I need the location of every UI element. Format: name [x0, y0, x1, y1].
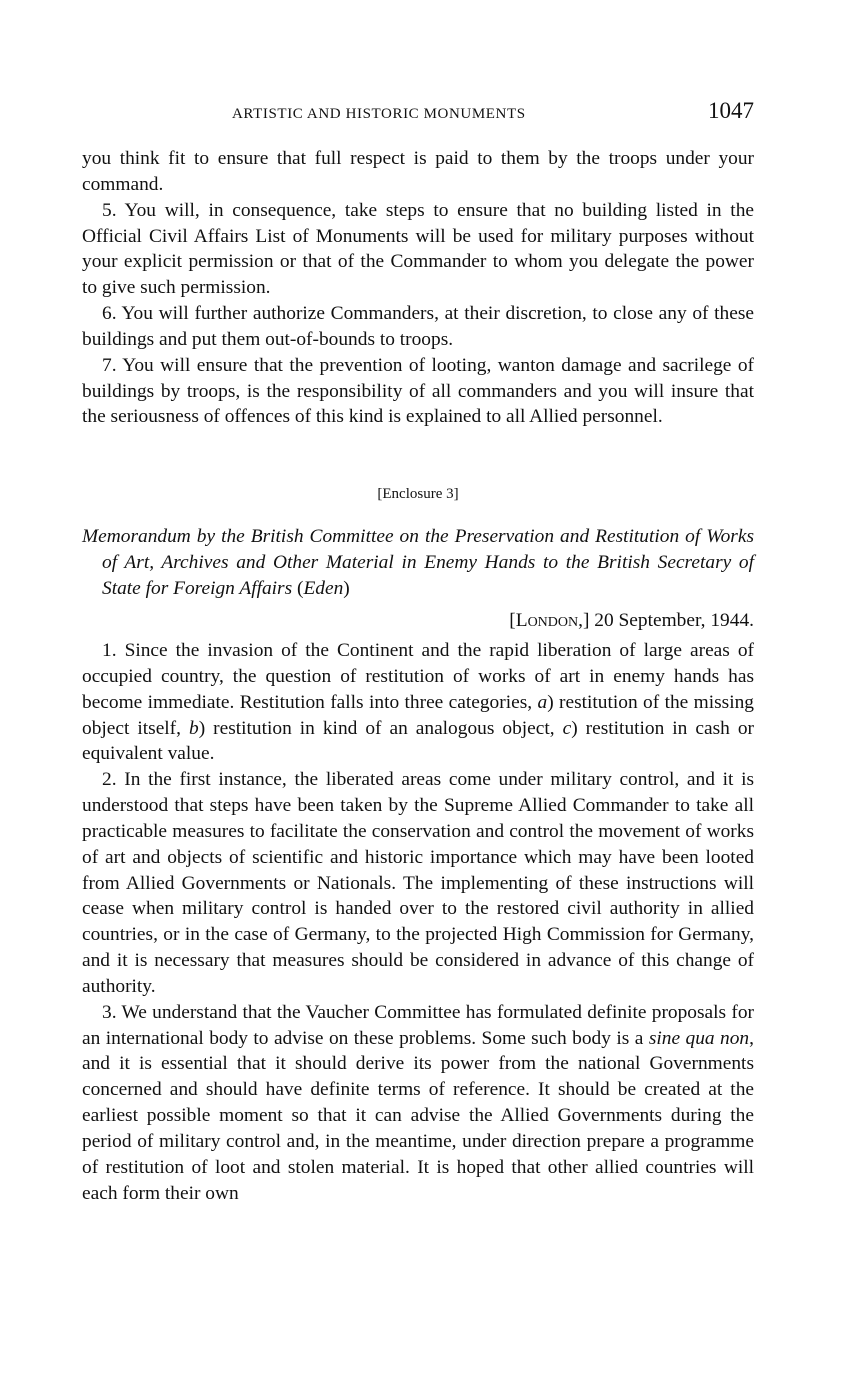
memo-paragraph-1-text: 1. Since the invasion of the Continent and the rapid liberation of large areas of occupied country, the question of restitution of works of art in enemy hands has become immediate. Restitution falls into three categories, [82, 639, 754, 713]
memo-title [82, 524, 754, 602]
memo-paragraph-2: 2. In the first instance, the liberated areas come under military control, and it is understood that steps have been taken by the Supreme Allied Commander to take all practicable measures to facilitate the conservation and control the movement of works of art and objects of scientific and historic importance which may have been looted from Allied Governments or Nationals. The implementing of these instructions will cease when military control is handed over to the restored civil authority in allied countries, or in the case of Germany, to the projected High Commission for Germany, and it is necessary that measures should be considered in advance of this change of authority. [82, 769, 754, 997]
memo-title-recipient: Eden [303, 578, 344, 600]
memo-paragraph-1 [82, 638, 754, 767]
memo-paragraph-3-rest: , and it is essential that it should derive its power from the national Governments concerned and should have definite terms of reference. It should be created at the earliest possible moment so that it can advise the Allied Governments during the period of military control and, in the meantime, under direction prepare a programme of restitution of loot and stolen material. It is hoped that other allied countries will each form their own [82, 1027, 754, 1204]
memo-title-main: Memorandum by the British Committee on the Preservation and Restitution of Works of Art, Archives and Other Material in Enemy Hands to the British Secretary of State for Foreign Affairs [82, 526, 754, 600]
dateline-date: ,] 20 September, 1944. [578, 610, 754, 632]
enclosure-label: [Enclosure 3] [377, 486, 459, 503]
continuation-paragraph: you think fit to ensure that full respect is paid to them by the troops under your command. [82, 148, 754, 195]
category-c-text: ) restitution in cash or equivalent value. [82, 717, 754, 765]
page-header [82, 98, 754, 128]
dateline-bracket: [ [509, 610, 516, 632]
paragraph-5: 5. You will, in consequence, take steps to ensure that no building listed in the Official Civil Affairs List of Monuments will be used for military purposes without your explicit permission or that of the Commander to whom you delegate the power to give such permission. [82, 199, 754, 299]
category-a-text: ) restitution of the missing object itself, [82, 691, 754, 739]
dateline [82, 608, 754, 634]
paragraph-6: 6. You will further authorize Commanders, at their discretion, to close any of these buildings and put them out-of-bounds to troops. [82, 303, 754, 350]
running-head: ARTISTIC AND HISTORIC MONUMENTS [232, 106, 526, 122]
body-text [82, 146, 754, 1207]
memo-title-open-paren: ( [292, 578, 304, 600]
paragraph-7: 7. You will ensure that the prevention of looting, wanton damage and sacrilege of buildings by troops, is the responsibility of all commanders and you will insure that the seriousness of offences of this kind is explained to all Allied personnel. [82, 354, 754, 428]
memo-paragraph-3 [82, 1000, 754, 1207]
dateline-place: London [515, 610, 579, 632]
category-b-letter: b [189, 717, 199, 739]
latin-phrase: sine qua non [648, 1027, 750, 1049]
category-b-text: ) restitution in kind of an analogous object, [198, 717, 555, 739]
memo-title-close-paren: ) [343, 578, 350, 600]
page-number: 1047 [708, 98, 754, 123]
category-c-letter: c [562, 717, 572, 739]
category-a-letter: a [537, 691, 548, 713]
memo-paragraph-3-start: 3. We understand that the Vaucher Committee has formulated definite proposals for an international body to advise on these problems. Some such body is a [82, 1001, 754, 1049]
